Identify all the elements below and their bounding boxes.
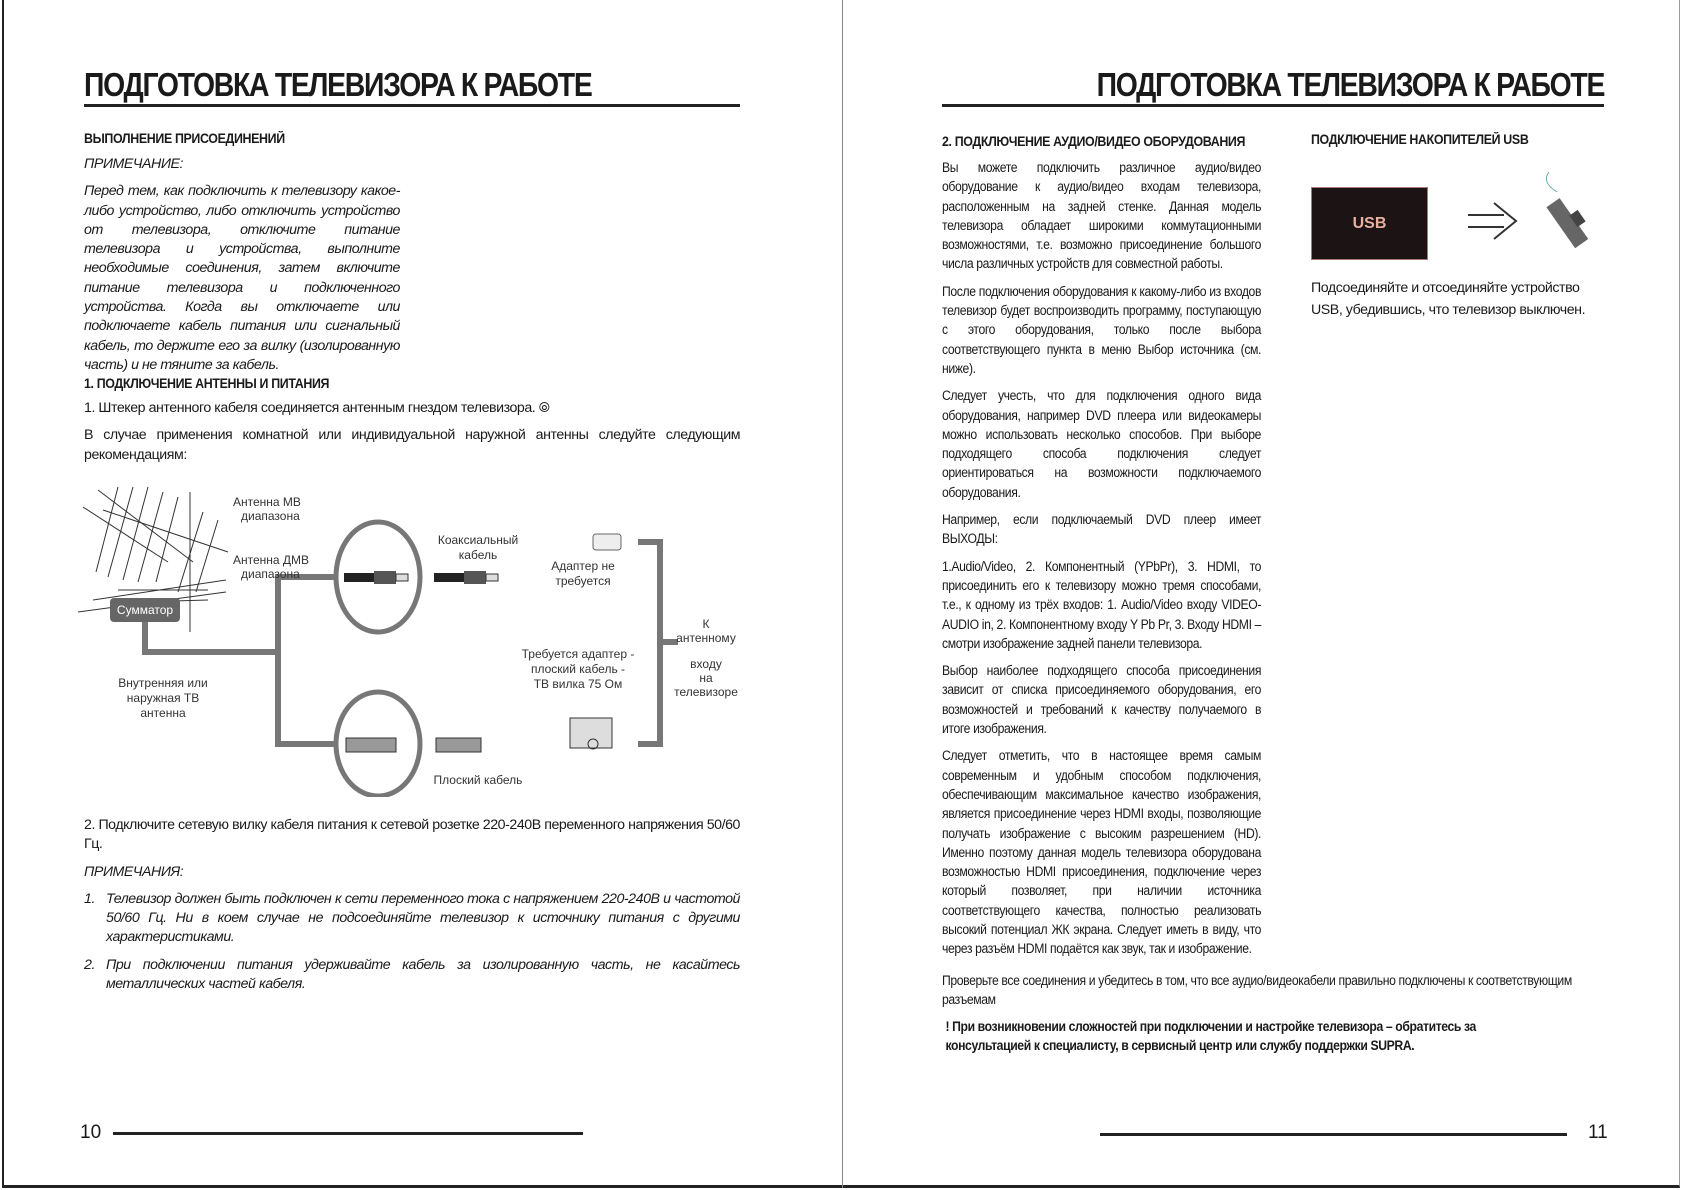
step-1: 1. Штекер антенного кабеля соединяется антенным гнездом телевизора. ⦾ <box>84 400 550 416</box>
svg-text:Требуется адаптер -: Требуется адаптер - <box>521 647 635 661</box>
svg-text:плоский кабель -: плоский кабель - <box>530 662 626 676</box>
arrow-right-icon <box>1466 197 1521 247</box>
note-item: 1. Телевизор должен быть подключен к сети переменного тока с напряжением 220-240В и частотой 50/60 Гц. Ни в коем случае не подсоединяйте телевизор к источнику питания с другими характеристиками. <box>84 890 740 946</box>
section-heading: ПОДКЛЮЧЕНИЕ НАКОПИТЕЛЕЙ USB <box>1311 132 1529 147</box>
paragraph: После подключения оборудования к какому-либо из входов телевизор будет воспроизводить программу, поступающую с этого оборудования, только после выбора соответствующего пункта в меню Выбор источника (см. ниже). <box>942 283 1262 377</box>
flat-cable-icon <box>346 738 396 752</box>
svg-text:на: на <box>699 671 713 685</box>
note-item: 2. При подключении питания удерживайте кабель за изолированную часть, не касайтесь металлических частей кабеля. <box>84 956 740 993</box>
note-label: ПРИМЕЧАНИЕ: <box>84 156 184 172</box>
page-spine <box>842 0 843 1188</box>
svg-text:кабель: кабель <box>458 548 498 562</box>
svg-text:диапазона: диапазона <box>241 567 300 581</box>
note-text: Перед тем, как подключить к телевизору какое-либо устройство, либо отключить устройство от телевизора, отключите питание телевизора и устройства, выполните необходимые соединения, затем включите питание телевизора и подключенного устройства. Когда вы отключаете или подключаете кабель питания или сигнальный кабель, то держите его за вилку (изолированную часть) и не тяните за кабель. <box>84 183 400 373</box>
antenna-connection-diagram <box>78 482 742 797</box>
step-2: 2. Подключите сетевую вилку кабеля питания к сетевой розетке 220-240В переменного напряжения 50/60 Гц. <box>84 817 740 853</box>
svg-text:Внутренняя или: Внутренняя или <box>118 676 208 690</box>
adapter-icon <box>570 718 612 749</box>
right-page-title: ПОДГОТОВКА ТЕЛЕВИЗОРА К РАБОТЕ <box>1096 66 1604 103</box>
section-heading: 2. ПОДКЛЮЧЕНИЕ АУДИО/ВИДЕО ОБОРУДОВАНИЯ <box>942 134 1246 149</box>
page-number: 10 <box>80 1122 102 1143</box>
flat-cable-icon <box>436 738 481 752</box>
svg-text:телевизоре: телевизоре <box>674 685 738 699</box>
coax-cable-icon <box>344 571 408 584</box>
section-heading: ВЫПОЛНЕНИЕ ПРИСОЕДИНЕНИЙ <box>84 131 285 146</box>
paragraph: 1.Audio/Video, 2. Компонентный (YPbPr), 3. HDMI, то присоединить его к телевизору можно тремя способами, т.е., к одному из трёх входов: 1. Audio/Video входу VIDEO-AUDIO in, 2. Компонентному входу Y Pb Pr, 3. Входу HDMI – смотри изображение задней панели телевизора. <box>942 558 1262 652</box>
step-1-recommendation: В случае применения комнатной или индивидуальной наружной антенны следуйте следующим рекомендациям: <box>84 427 740 463</box>
paragraph: Следует отметить, что в настоящее время самым современным и удобным способом подключения, обеспечивающим максимальное качество изображения, является присоединение через HDMI входы, позволяющие получать изображение с высоким разрешением (HD). Именно поэтому данная модель телевизора оборудована возможностью HDMI присоединения, подключение через который позволяет, при наличии источника соответствующего качества, полностью реализовать высокий потенциал ЖК экрана. Следует иметь в виду, что через разъём HDMI подаётся как звук, так и изображение. <box>942 748 1262 958</box>
svg-text:Антенна МВ: Антенна МВ <box>233 495 301 509</box>
svg-text:антенному: антенному <box>676 631 736 645</box>
paragraph: Следует учесть, что для подключения одного вида оборудования, например DVD плеера или видеокамеры можно использовать несколько способов. При выборе подходящего способа подключения следует ориентироваться на возможности подключаемого оборудования. <box>942 388 1262 501</box>
av-text-column <box>942 159 1261 960</box>
usb-instructions: Подсоединяйте и отсоединяйте устройство USB, убедившись, что телевизор выключен. <box>1311 280 1586 318</box>
usb-port-image <box>1311 187 1428 260</box>
combiner-label: Сумматор <box>116 603 174 617</box>
title-rule <box>942 104 1604 107</box>
coax-cable-icon <box>434 571 498 584</box>
notes-label: ПРИМЕЧАНИЯ: <box>84 863 184 880</box>
page-number: 11 <box>1588 1122 1608 1143</box>
svg-text:Плоский кабель: Плоский кабель <box>433 773 523 787</box>
closing-block <box>942 972 1610 1057</box>
svg-text:К: К <box>702 617 710 631</box>
svg-text:требуется: требуется <box>555 574 611 588</box>
paragraph: Выбор наиболее подходящего способа присоединения зависит от списка присоединяемого оборудования, его возможностей и требований к качеству получаемого в итоге изображения. <box>942 663 1262 738</box>
title-rule <box>84 104 740 107</box>
paragraph: Например, если подключаемый DVD плеер имеет ВЫХОДЫ: <box>942 512 1262 548</box>
svg-text:Антенна ДМВ: Антенна ДМВ <box>233 553 310 567</box>
svg-text:диапазона: диапазона <box>241 509 300 523</box>
svg-text:входу: входу <box>690 657 722 671</box>
usb-drive-icon <box>1539 167 1599 262</box>
svg-text:Адаптер не: Адаптер не <box>551 559 615 573</box>
usb-label: USB <box>1352 214 1387 232</box>
paragraph: Вы можете подключить различное аудио/видео оборудование к аудио/видео входам телевизора, расположенным на задней стенке. Данная модель телевизора обладает широкими коммутационными возможностями, т.е. возможно присоединение большого числа различных устройств для совместной работы. <box>942 160 1262 273</box>
section-heading: 1. ПОДКЛЮЧЕНИЕ АНТЕННЫ И ПИТАНИЯ <box>84 376 330 391</box>
svg-text:ТВ вилка 75 Ом: ТВ вилка 75 Ом <box>533 677 623 691</box>
footer-rule <box>1100 1133 1567 1136</box>
left-page-title: ПОДГОТОВКА ТЕЛЕВИЗОРА К РАБОТЕ <box>84 66 592 103</box>
footer-rule <box>113 1132 583 1135</box>
support-note: ! При возникновении сложностей при подключении и настройке телевизора – обратитесь за консультацией к специалисту, в сервисный центр или службу поддержки SUPRA. <box>945 1019 1476 1055</box>
svg-text:антенна: антенна <box>140 706 186 720</box>
check-connections-text: Проверьте все соединения и убедитесь в том, что все аудио/видеокабели правильно подключены к соответствующим разъемам <box>942 972 1572 1008</box>
coax-plug-icon <box>593 534 621 550</box>
svg-text:Коаксиальный: Коаксиальный <box>437 533 519 547</box>
svg-text:наружная ТВ: наружная ТВ <box>126 691 200 705</box>
